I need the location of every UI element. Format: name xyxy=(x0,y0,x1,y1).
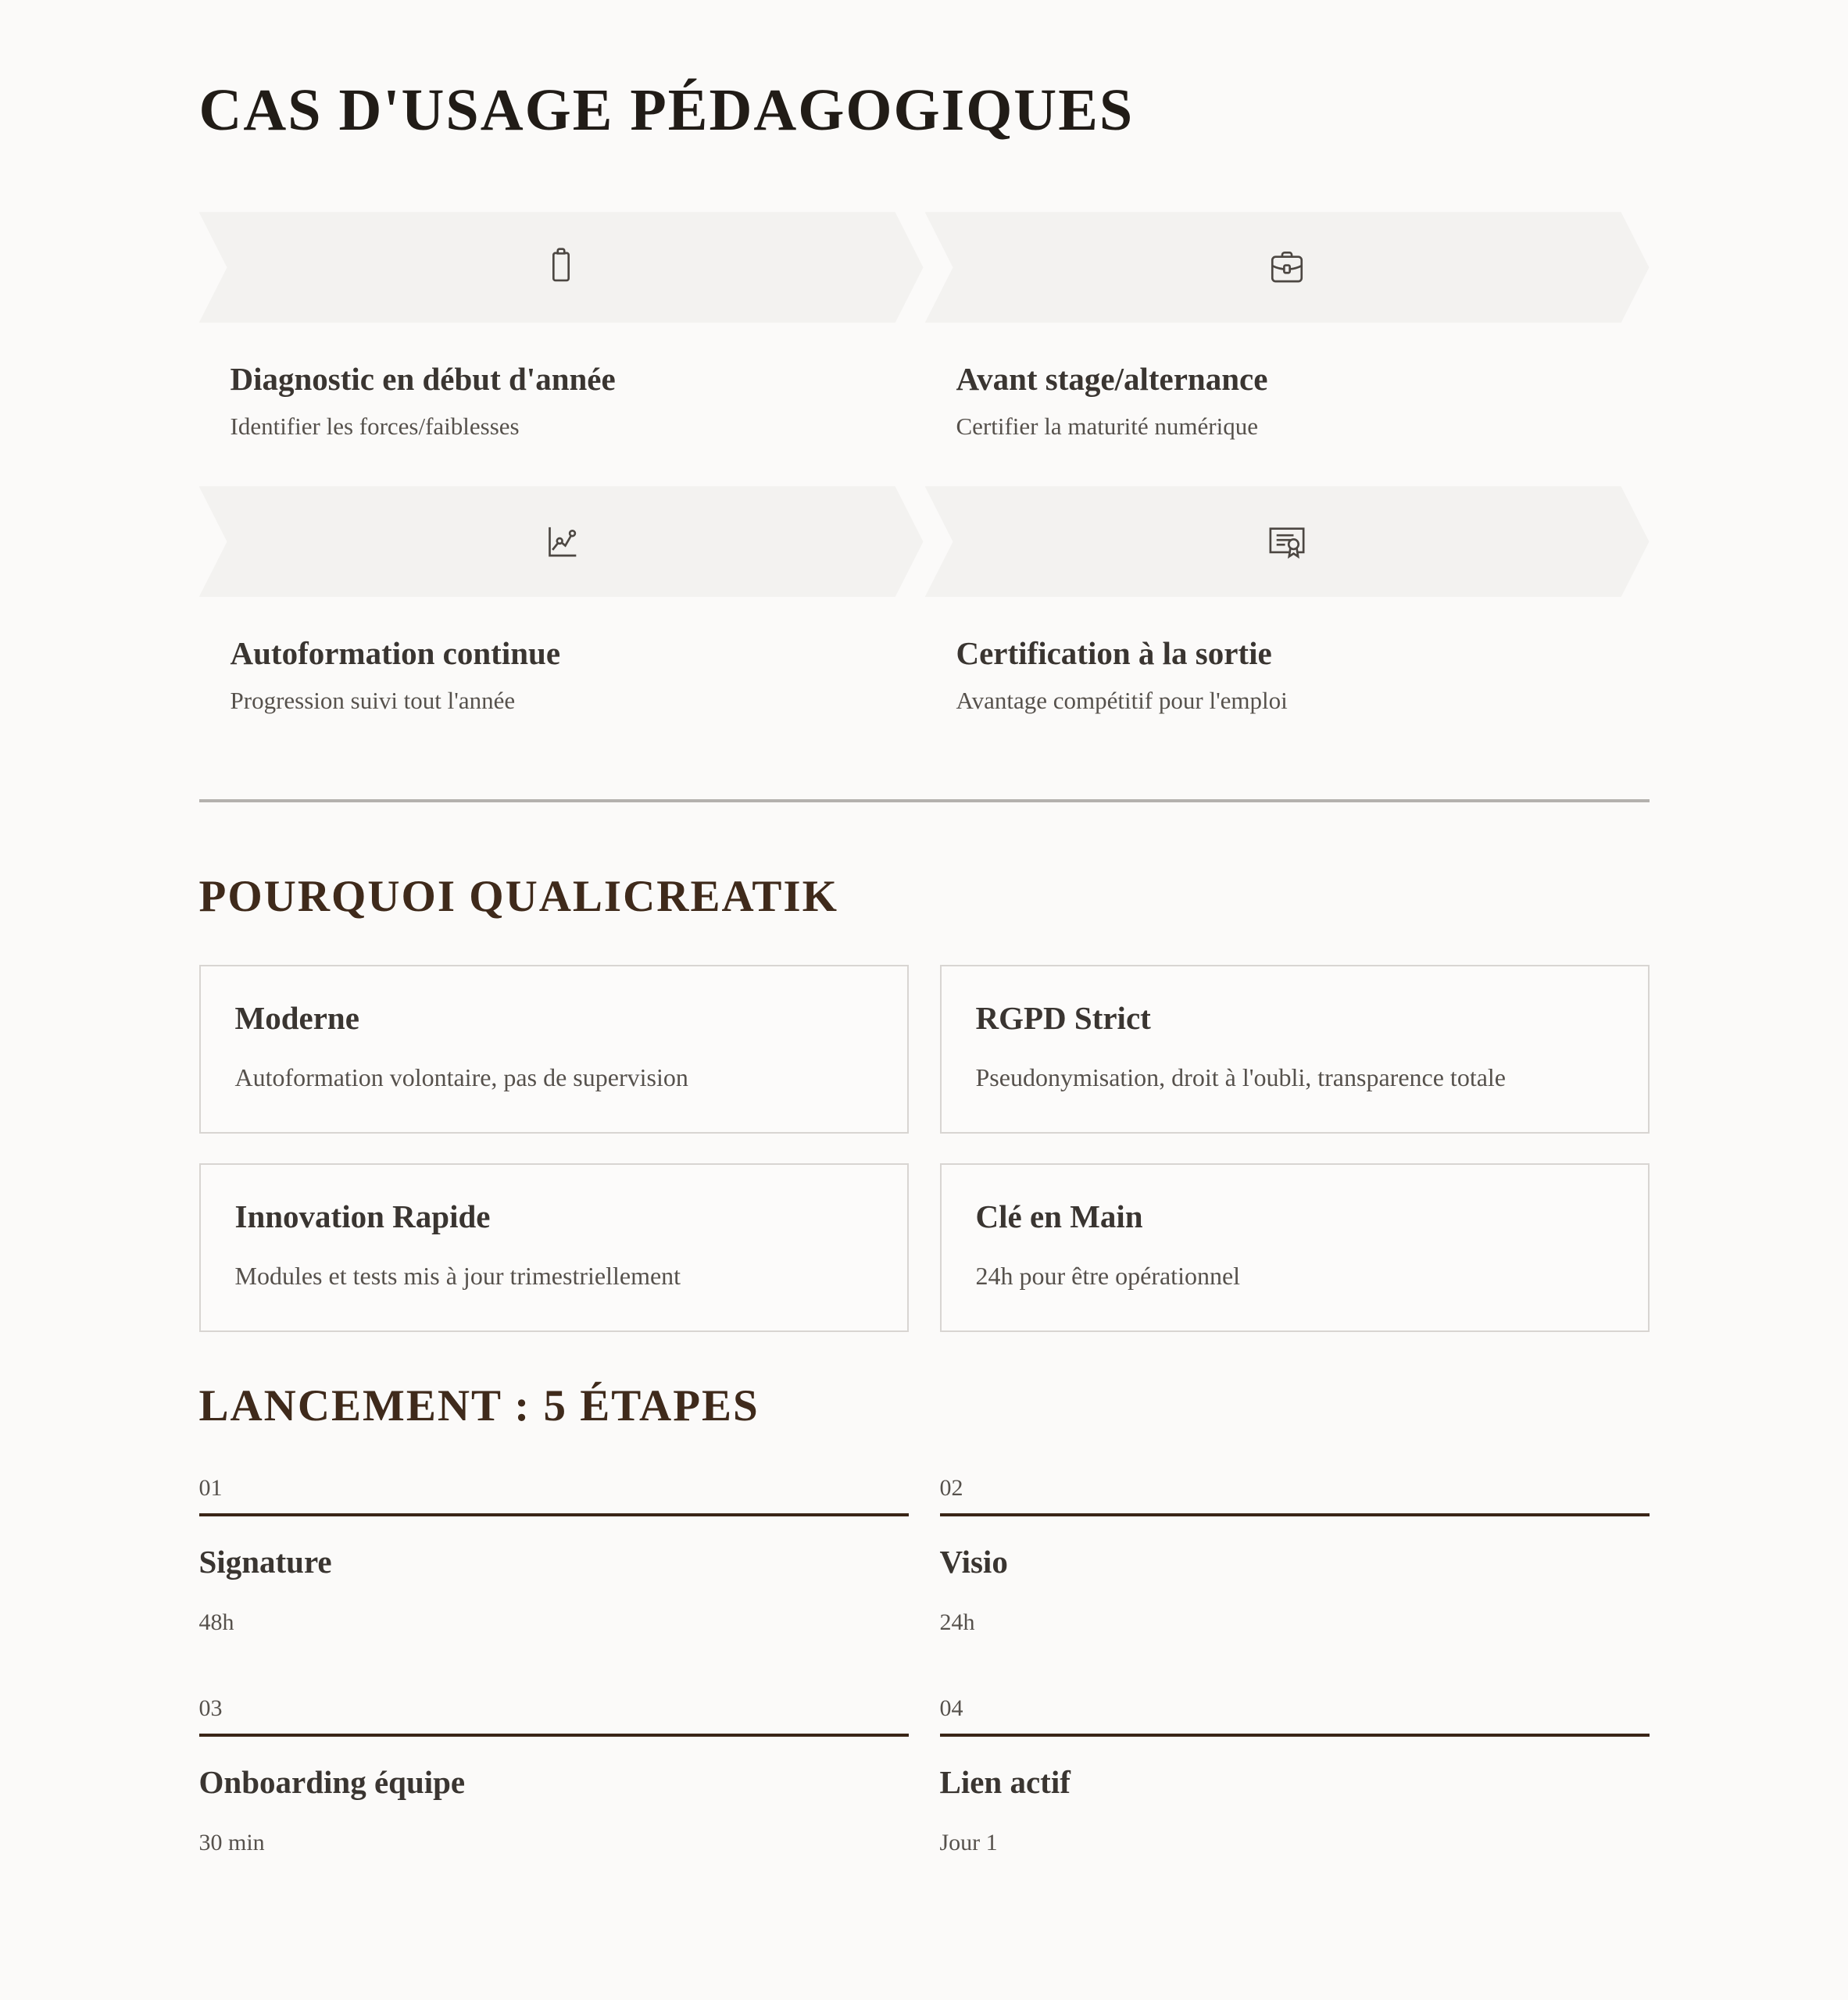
launch-step xyxy=(940,1474,1650,1637)
step-number: 02 xyxy=(940,1474,1650,1516)
use-case-card xyxy=(925,212,1650,486)
page-content xyxy=(199,0,1650,1857)
use-case-title: Diagnostic en début d'année xyxy=(230,361,616,398)
why-card xyxy=(199,965,909,1134)
arrow-banner xyxy=(925,486,1650,597)
launch-step xyxy=(199,1695,909,1857)
certificate-icon xyxy=(1264,519,1310,564)
why-card-description: Autoformation volontaire, pas de supervision xyxy=(234,1063,688,1092)
step-duration: 48h xyxy=(198,1609,234,1636)
launch-step xyxy=(940,1695,1650,1857)
use-case-card xyxy=(199,212,924,486)
use-case-title: Certification à la sortie xyxy=(956,635,1272,672)
step-title: Onboarding équipe xyxy=(198,1764,466,1801)
use-case-description: Avantage compétitif pour l'emploi xyxy=(956,686,1288,714)
why-card xyxy=(199,1163,909,1332)
step-duration: 24h xyxy=(939,1609,975,1636)
arrow-banner xyxy=(925,212,1650,323)
step-number: 04 xyxy=(940,1695,1650,1737)
use-case-description: Certifier la maturité numérique xyxy=(956,412,1258,440)
use-case-title: Autoformation continue xyxy=(230,635,561,672)
step-number: 01 xyxy=(199,1474,909,1516)
why-card-title: Clé en Main xyxy=(975,1198,1143,1234)
why-section-title: POURQUOI QUALICREATIK xyxy=(198,872,838,922)
why-card-description: Modules et tests mis à jour trimestriellement xyxy=(234,1262,681,1291)
launch-step xyxy=(199,1474,909,1637)
why-card xyxy=(940,1163,1650,1332)
step-duration: 30 min xyxy=(198,1830,265,1856)
use-case-card xyxy=(199,486,924,760)
launch-steps-grid xyxy=(199,1474,1650,1858)
use-case-title: Avant stage/alternance xyxy=(956,361,1268,398)
why-card-description: Pseudonymisation, droit à l'oubli, transparence totale xyxy=(975,1063,1506,1092)
why-grid xyxy=(199,965,1650,1332)
use-cases-grid xyxy=(199,212,1650,760)
clipboard-icon xyxy=(538,245,584,290)
briefcase-icon xyxy=(1264,245,1310,290)
step-duration: Jour 1 xyxy=(939,1830,998,1856)
step-title: Lien actif xyxy=(939,1764,1071,1801)
step-title: Visio xyxy=(939,1543,1008,1580)
why-card xyxy=(940,965,1650,1134)
arrow-banner xyxy=(199,212,924,323)
why-card-title: Moderne xyxy=(234,999,359,1036)
use-case-description: Identifier les forces/faiblesses xyxy=(230,412,520,440)
step-number: 03 xyxy=(199,1695,909,1737)
arrow-banner xyxy=(199,486,924,597)
line-chart-icon xyxy=(538,519,584,564)
use-cases-section xyxy=(199,212,1650,802)
launch-section-title: LANCEMENT : 5 ÉTAPES xyxy=(198,1381,760,1431)
why-card-description: 24h pour être opérationnel xyxy=(975,1262,1241,1291)
step-title: Signature xyxy=(198,1543,332,1580)
why-card-title: RGPD Strict xyxy=(975,999,1151,1036)
use-case-card xyxy=(925,486,1650,760)
use-case-description: Progression suivi tout l'année xyxy=(230,686,516,714)
page-title: CAS D'USAGE PÉDAGOGIQUES xyxy=(198,77,1135,143)
why-card-title: Innovation Rapide xyxy=(234,1198,491,1234)
